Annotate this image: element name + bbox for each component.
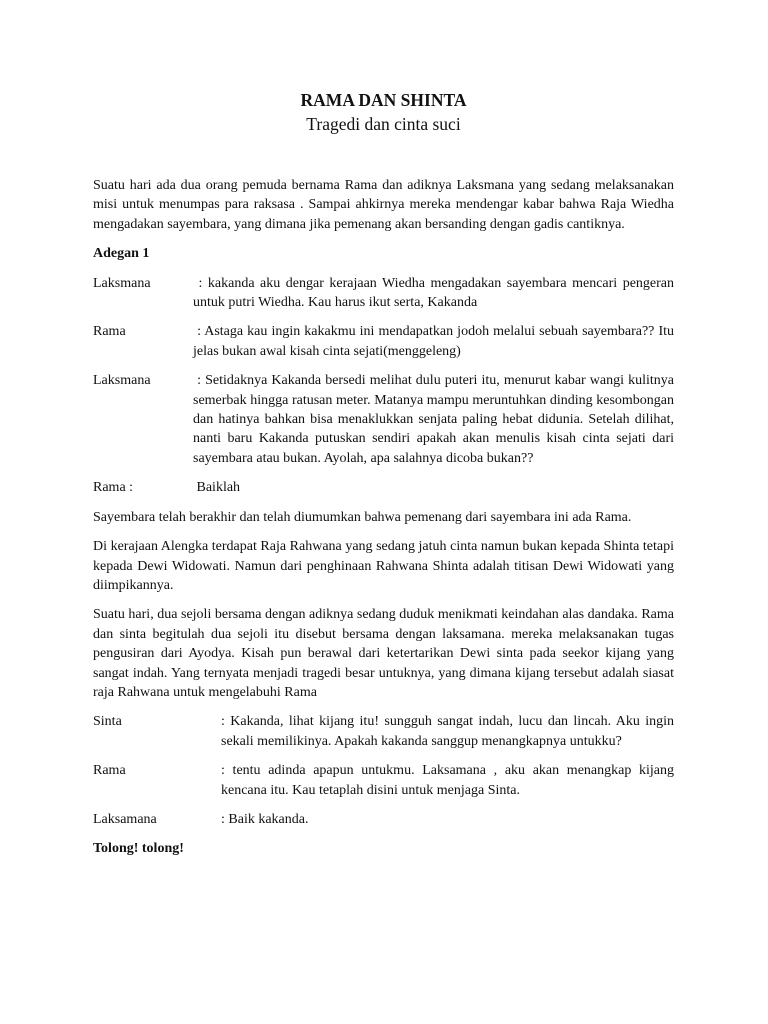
narrative-paragraph: Sayembara telah berakhir dan telah diumumkan bahwa pemenang dari sayembara ini ada Rama.: [93, 509, 632, 525]
document-body: [93, 88, 678, 859]
document-subtitle: Tragedi dan cinta suci: [306, 114, 461, 134]
speech-text: : Baik kakanda.: [221, 811, 309, 827]
speaker-name: Laksmana: [93, 373, 151, 389]
dialogue-line: [93, 810, 674, 829]
speech-text: : Setidaknya Kakanda bersedi melihat dulu puteri itu, menurut kabar wangi kulitnya semerbak hingga ratusan meter. Matanya mampu meruntuhkan dinding kesombongan dan hatinya bahkan bisa menaklukkan senjata paling hebat didunia. Setelah dilihat, nanti baru Kakanda putuskan sendiri apakah akan menulis kisah cinta sejati dari sayembara atau bukan. Ayolah, apa salahnya dicoba bukan??: [193, 373, 678, 466]
dialogue-line: [93, 712, 674, 751]
document-title: RAMA DAN SHINTA: [300, 90, 467, 110]
speaker-name: Rama: [93, 763, 126, 779]
dialogue-line: [93, 761, 674, 800]
dialogue-line: [93, 274, 678, 313]
speaker-name: Rama :: [93, 480, 134, 496]
speech-text: : Astaga kau ingin kakakmu ini mendapatkan jodoh melalui sebuah sayembara?? Itu jelas bukan awal kisah cinta sejati(menggeleng): [193, 324, 678, 359]
speaker-name: Sinta: [93, 714, 122, 730]
speaker-name: Laksamana: [93, 811, 157, 827]
dialogue-line: [93, 371, 678, 468]
speaker-name: Laksmana: [93, 275, 151, 291]
speech-text: : kakanda aku dengar kerajaan Wiedha mengadakan sayembara mencari pengeran untuk putri Wiedha. Kau harus ikut serta, Kakanda: [193, 275, 678, 311]
intro-paragraph: Suatu hari ada dua orang pemuda bernama Rama dan adiknya Laksmana yang sedang melaksanakan misi untuk menumpas para raksasa . Sampai ahkirnya mereka mendengar kabar bahwa Raja Wiedha mengadakan sayembara, yang dimana jika pemenang akan bersanding dengan gadis cantiknya.: [93, 178, 674, 232]
narrative-paragraph: Suatu hari, dua sejoli bersama dengan adiknya sedang duduk menikmati keindahan alas dandaka. Rama dan sinta begitulah dua sejoli itu disebut bersama dengan laksamana. mereka melaksanakan tugas pengusiran dari Ayodya. Kisah pun berawal dari ketertarikan Dewi sinta pada seekor kijang yang sangat indah. Yang ternyata menjadi tragedi besar untuknya, yang dimana kijang tersebut adalah siasat raja Rahwana untuk mengelabuhi Rama: [93, 607, 674, 700]
speech-text: Baiklah: [193, 480, 241, 496]
speech-text: : tentu adinda apapun untukmu. Laksamana , aku akan menangkap kijang kencana itu. Kau tetaplah disini untuk menjaga Sinta.: [221, 763, 674, 798]
dialogue-line: [93, 478, 674, 497]
narrative-paragraph: Di kerajaan Alengka terdapat Raja Rahwana yang sedang jatuh cinta namun bukan kepada Shinta tetapi kepada Dewi Widowati. Namun dari penghinaan Rahwana Shinta adalah titisan Dewi Widowati yang diimpikannya.: [93, 539, 674, 593]
closing-line: Tolong! tolong!: [93, 841, 184, 857]
dialogue-line: [93, 322, 678, 361]
speech-text: : Kakanda, lihat kijang itu! sungguh sangat indah, lucu dan lincah. Aku ingin sekali memilikinya. Apakah kakanda sanggup menangkapnya untukku?: [221, 714, 674, 749]
speaker-name: Rama: [93, 324, 126, 340]
scene-heading: Adegan 1: [93, 246, 150, 262]
